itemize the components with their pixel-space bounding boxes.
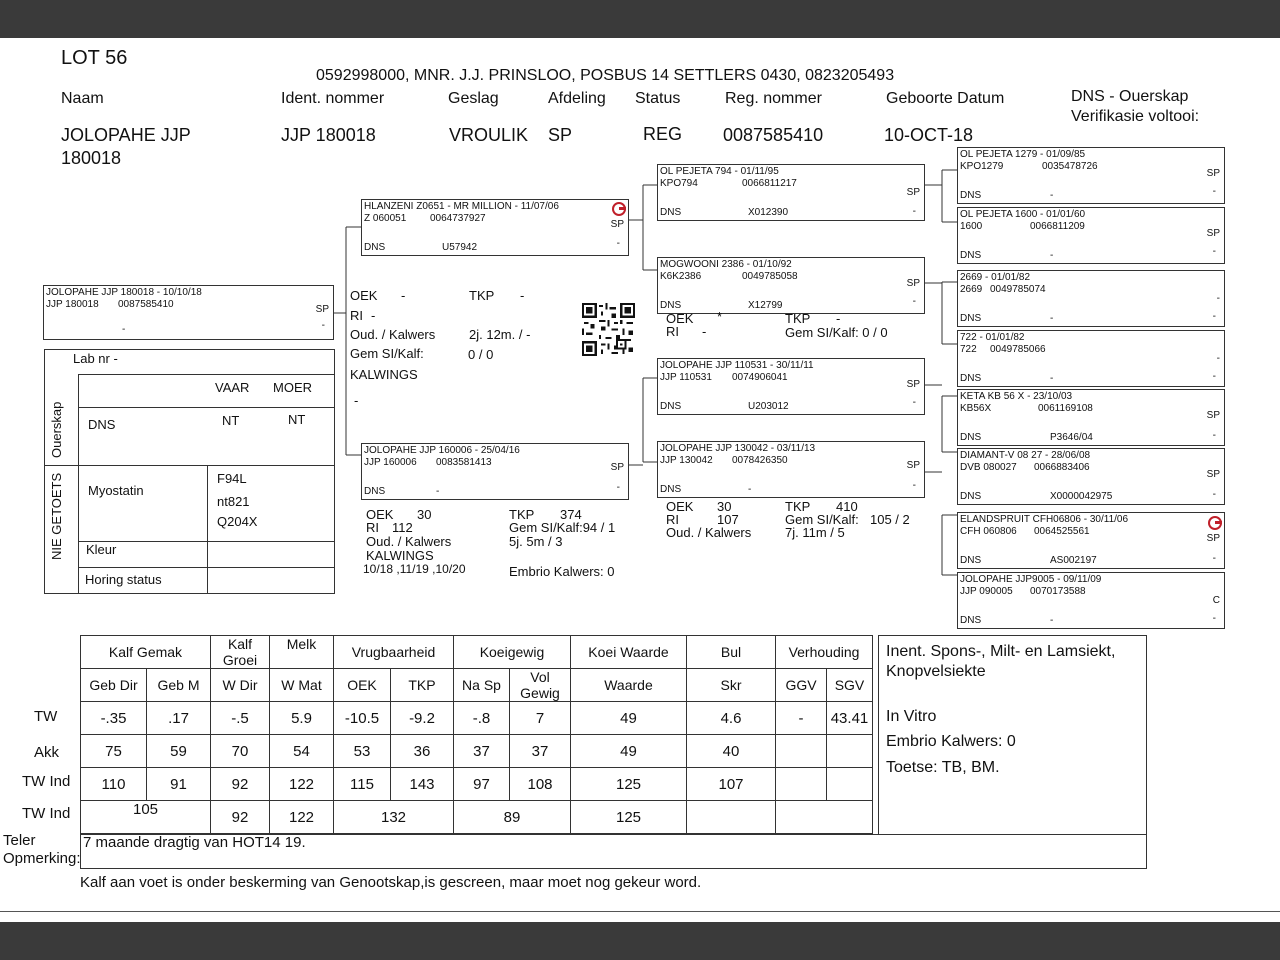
ggp-id: JJP 090005: [960, 586, 1013, 597]
table-cell: [687, 801, 776, 834]
column-header: Na Sp: [454, 669, 510, 702]
dam-dns-value: -: [436, 486, 440, 497]
table-cell: 91: [147, 768, 211, 801]
grandparent-reg: 0049785058: [742, 271, 798, 282]
ggp-sp: SP: [1206, 469, 1220, 480]
dam-kalwings: KALWINGS: [366, 548, 434, 563]
ggp-sp: SP: [1206, 168, 1220, 179]
dam-kalwings-dates: 10/18 ,11/19 ,10/20: [363, 562, 466, 576]
sire-reg: 0064737927: [430, 213, 486, 224]
group-header: Vrugbaarheid: [334, 636, 454, 669]
table-cell: 92: [211, 801, 270, 834]
grandparent-id: JJP 110531: [660, 372, 712, 383]
gd2-gem: 105 / 2: [870, 512, 910, 527]
in-vitro-note: In Vitro: [886, 708, 937, 725]
ggp-sp: -: [1216, 353, 1220, 364]
table-cell: 89: [454, 801, 571, 834]
dam-tkp: 374: [560, 507, 582, 522]
sire-oek: -: [401, 288, 406, 303]
table-row-tw-ind-combined: [81, 801, 873, 834]
dam-sp: SP: [610, 462, 624, 473]
table-cell: 97: [454, 768, 510, 801]
ggp-dns: DNS: [960, 555, 982, 566]
society-logo-icon: [612, 202, 626, 216]
table-cell: 115: [334, 768, 391, 801]
column-header: W Dir: [211, 669, 270, 702]
ggp-title: KETA KB 56 X - 23/10/03: [960, 391, 1073, 402]
lot-number: LOT 56: [61, 47, 128, 69]
sire-gem-label: Gem SI/Kalf:: [350, 346, 424, 361]
qr-code-icon: [582, 303, 635, 356]
lab-nr: Lab nr -: [73, 351, 118, 366]
label-dns-ouerskap: DNS - Ouerskap: [1071, 88, 1189, 105]
ggp-id: DVB 080027: [960, 462, 1017, 473]
ggp-title: DIAMANT-V 08 27 - 28/06/08: [960, 450, 1091, 461]
granddam-maternal-box: [657, 441, 925, 498]
ggp-reg: 0061169108: [1038, 403, 1093, 414]
table-cell: 59: [147, 735, 211, 768]
table-cell: 122: [270, 768, 334, 801]
ggp-dns-value: -: [1050, 373, 1054, 384]
myostatin-value: nt821: [217, 494, 250, 509]
ggp-title: 722 - 01/01/82: [960, 332, 1025, 343]
column-header: Skr: [687, 669, 776, 702]
teler-label: Teler: [3, 832, 36, 849]
owner-line: 0592998000, MNR. J.J. PRINSLOO, POSBUS 14 SETTLERS 0430, 0823205493: [316, 67, 895, 84]
ggp-reg: 0070173588: [1030, 586, 1086, 597]
group-header: Koeigewig: [454, 636, 571, 669]
ggp-id: KB56X: [960, 403, 992, 414]
table-cell: 36: [391, 735, 454, 768]
ggp-dns: DNS: [960, 491, 982, 502]
column-header: TKP: [391, 669, 454, 702]
grandparent-dns: DNS: [660, 401, 682, 412]
table-cell: 107: [687, 768, 776, 801]
divider: [44, 465, 335, 466]
myostatin-value: Q204X: [217, 514, 258, 529]
ggp-id: CFH 060806: [960, 526, 1017, 537]
society-logo-icon: [1208, 516, 1222, 530]
table-cell: -.5: [211, 702, 270, 735]
divider: [78, 407, 335, 408]
group-header-kalf-groei: [211, 636, 270, 669]
ggp-dns: DNS: [960, 190, 982, 201]
column-header-vol-gewig: [510, 669, 571, 702]
grandparent-dns: DNS: [660, 207, 682, 218]
table-cell: 4.6: [687, 702, 776, 735]
ggp-dns: DNS: [960, 373, 982, 384]
grandparent-dash: -: [912, 480, 916, 491]
group-header: Bul: [687, 636, 776, 669]
table-cell: 105: [81, 801, 211, 834]
group-header-line: Kalf: [227, 636, 253, 652]
table-cell: -.8: [454, 702, 510, 735]
ggp-title: ELANDSPRUIT CFH06806 - 30/11/06: [960, 514, 1129, 525]
table-cell: -: [776, 702, 827, 735]
ggp-dash: -: [1212, 613, 1216, 624]
breeding-values-table: [80, 635, 873, 834]
great-grandparent-box: [957, 270, 1225, 327]
sire-kalwings: KALWINGS: [350, 367, 418, 382]
table-cell: 125: [571, 801, 687, 834]
column-header: Geb Dir: [81, 669, 147, 702]
ggp-title: JOLOPAHE JJP9005 - 09/11/09: [960, 574, 1102, 585]
ggp-dns-value: -: [1050, 250, 1054, 261]
opmerking-label: Opmerking:: [3, 850, 81, 867]
sire-gem: 0 / 0: [468, 347, 494, 362]
ggp-sp: SP: [1206, 228, 1220, 239]
gd2-gem-label: Gem SI/Kalf:: [785, 512, 859, 527]
ggp-dns: DNS: [960, 432, 982, 443]
table-cell: 7: [510, 702, 571, 735]
table-cell: [827, 768, 873, 801]
animal-dash-2: -: [122, 324, 126, 335]
group-header: Verhouding: [776, 636, 873, 669]
vaccination-note: Inent. Spons-, Milt- en Lamsiekt,: [886, 643, 1116, 660]
row-label-tw: TW: [34, 708, 58, 725]
dam-oud: 5j. 5m / 3: [509, 534, 563, 549]
grandparent-title: JOLOPAHE JJP 130042 - 03/11/13: [660, 443, 816, 454]
ggp-dns: DNS: [960, 615, 982, 626]
gd1-oek: *: [717, 309, 723, 324]
lab-nie-getoets: NIE GETOETS: [49, 472, 64, 560]
table-cell: -9.2: [391, 702, 454, 735]
grandparent-id: KPO794: [660, 178, 698, 189]
sire-title: HLANZENI Z0651 - MR MILLION - 11/07/06: [364, 201, 559, 212]
sire-box: [361, 199, 629, 256]
lab-vaar: VAAR: [215, 380, 250, 395]
value-naam-2: 180018: [61, 148, 122, 168]
grandsire-maternal-box: [657, 358, 925, 415]
animal-sp: SP: [315, 304, 329, 315]
ggp-dash: -: [1212, 186, 1216, 197]
sire-tkp-label: TKP: [469, 288, 495, 303]
table-cell: 43.41: [827, 702, 873, 735]
column-header: GGV: [776, 669, 827, 702]
ggp-reg: 0049785074: [990, 284, 1046, 295]
table-cell: 108: [510, 768, 571, 801]
ggp-id: 722: [960, 344, 977, 355]
grandparent-dns-value: X012390: [748, 207, 789, 218]
table-cell: 40: [687, 735, 776, 768]
row-label-akk: Akk: [34, 744, 60, 761]
table-cell: [776, 801, 873, 834]
ggp-title: OL PEJETA 1279 - 01/09/85: [960, 149, 1086, 160]
value-ident: JJP 180018: [281, 125, 376, 145]
table-row-akk: [81, 735, 873, 768]
animal-box: [43, 285, 334, 340]
ggp-dash: -: [1212, 553, 1216, 564]
table-subheader-row: [81, 669, 873, 702]
gd1-ri: -: [702, 324, 707, 339]
remark-text: 7 maande dragtig van HOT14 19.: [83, 834, 306, 851]
ggp-dns-value: X0000042975: [1050, 491, 1113, 502]
ggp-reg: 0035478726: [1042, 161, 1098, 172]
sire-dns-value: U57942: [442, 242, 478, 253]
sire-id: Z 060051: [364, 213, 407, 224]
group-header-line: Groei: [222, 652, 258, 668]
table-cell: 53: [334, 735, 391, 768]
great-grandparent-box: [957, 512, 1225, 569]
vaccination-note-2: Knopvelsiekte: [886, 663, 986, 680]
lab-dns: DNS: [88, 417, 116, 432]
ggp-sp: SP: [1206, 533, 1220, 544]
grandparent-sp: SP: [906, 379, 920, 390]
ggp-title: 2669 - 01/01/82: [960, 272, 1031, 283]
dam-title: JOLOPAHE JJP 160006 - 25/04/16: [364, 445, 520, 456]
row-label-tw-ind-2: TW Ind: [22, 805, 71, 822]
gd1-oek-label: OEK: [666, 311, 694, 326]
table-cell: 143: [391, 768, 454, 801]
table-cell: .17: [147, 702, 211, 735]
dam-id: JJP 160006: [364, 457, 417, 468]
table-header-row: [81, 636, 873, 669]
ggp-dash: -: [1212, 246, 1216, 257]
table-cell: 49: [571, 735, 687, 768]
lab-nt-moer: NT: [288, 412, 306, 427]
lab-kleur: Kleur: [86, 542, 117, 557]
gd1-tkp-label: TKP: [785, 311, 811, 326]
great-grandparent-box: [957, 572, 1225, 629]
grandparent-title: OL PEJETA 794 - 01/11/95: [660, 166, 779, 177]
sire-oud: 2j. 12m. / -: [469, 327, 531, 342]
gd2-oud: 7j. 11m / 5: [785, 525, 845, 540]
grandparent-dns-value: U203012: [748, 401, 789, 412]
lab-moer: MOER: [273, 380, 312, 395]
grandparent-title: MOGWOONI 2386 - 01/10/92: [660, 259, 792, 270]
grandparent-dash: -: [912, 397, 916, 408]
lab-horing-status: Horing status: [85, 572, 162, 587]
dam-gem: Gem SI/Kalf:94 / 1: [509, 520, 616, 535]
grandparent-id: K6K2386: [660, 271, 702, 282]
animal-title: JOLOPAHE JJP 180018 - 10/10/18: [46, 287, 202, 298]
column-header: W Mat: [270, 669, 334, 702]
gd1-ri-label: RI: [666, 324, 679, 339]
column-header-line: Gewig: [520, 685, 560, 701]
row-label-tw-ind: TW Ind: [22, 773, 71, 790]
ggp-title: OL PEJETA 1600 - 01/01/60: [960, 209, 1086, 220]
ggp-reg: 0066811209: [1030, 221, 1085, 232]
dam-reg: 0083581413: [436, 457, 492, 468]
great-grandparent-box: [957, 147, 1225, 204]
animal-dash: -: [321, 320, 325, 331]
embrio-note: Embrio Kalwers: 0: [886, 733, 1016, 750]
table-row-tw-ind: [81, 768, 873, 801]
footer-note: Kalf aan voet is onder beskerming van Genootskap,is gescreen, maar moet nog gekeur word.: [80, 874, 702, 891]
myostatin-value: F94L: [217, 471, 247, 486]
grandparent-reg: 0078426350: [732, 455, 788, 466]
grandparent-dash: -: [912, 206, 916, 217]
table-cell: [827, 735, 873, 768]
grandparent-title: JOLOPAHE JJP 110531 - 30/11/11: [660, 360, 814, 371]
ggp-dns-value: -: [1050, 190, 1054, 201]
ggp-dash: -: [1212, 489, 1216, 500]
table-cell: 49: [571, 702, 687, 735]
sire-dash: -: [616, 238, 620, 249]
dam-dns: DNS: [364, 486, 386, 497]
gd2-ri-label: RI: [666, 512, 679, 527]
gd2-ri: 107: [717, 512, 739, 527]
granddam-paternal-box: [657, 257, 925, 314]
table-cell: 37: [454, 735, 510, 768]
value-geslag: VROULIK: [449, 125, 529, 145]
table-cell: [776, 768, 827, 801]
value-afdeling: SP: [548, 125, 573, 145]
ggp-dns-value: AS002197: [1050, 555, 1097, 566]
label-afdeling: Afdeling: [548, 90, 606, 107]
label-geboorte: Geboorte Datum: [886, 90, 1005, 107]
table-cell: 125: [571, 768, 687, 801]
grandparent-sp: SP: [906, 187, 920, 198]
grandparent-id: JJP 130042: [660, 455, 713, 466]
ggp-dash: -: [1212, 430, 1216, 441]
grandparent-dns-value: X12799: [748, 300, 783, 311]
grandparent-reg: 0074906041: [732, 372, 788, 383]
ggp-id: KPO1279: [960, 161, 1004, 172]
label-reg: Reg. nommer: [725, 90, 822, 107]
gd2-tkp: 410: [836, 499, 858, 514]
divider: [78, 374, 79, 594]
sire-ri-label: RI: [350, 308, 363, 323]
label-dns-verifikasie: Verifikasie voltooi:: [1071, 108, 1200, 125]
dam-oek-label: OEK: [366, 507, 394, 522]
lab-ouerskap: Ouerskap: [49, 401, 64, 458]
grandparent-dns-value: -: [748, 484, 752, 495]
dam-dash: -: [616, 482, 620, 493]
grandparent-dns: DNS: [660, 484, 682, 495]
ggp-sp: SP: [1206, 410, 1220, 421]
table-cell: -10.5: [334, 702, 391, 735]
ggp-dns: DNS: [960, 250, 982, 261]
label-status: Status: [635, 90, 681, 107]
table-cell: 37: [510, 735, 571, 768]
table-cell: 110: [81, 768, 147, 801]
dam-tkp-label: TKP: [509, 507, 535, 522]
great-grandparent-box: [957, 207, 1225, 264]
ggp-dns-value: -: [1050, 313, 1054, 324]
gd1-gem: Gem SI/Kalf: 0 / 0: [785, 325, 888, 340]
value-naam: JOLOPAHE JJP: [61, 125, 191, 145]
sire-sp: SP: [610, 219, 624, 230]
column-header: OEK: [334, 669, 391, 702]
grandparent-sp: SP: [906, 278, 920, 289]
grandparent-sp: SP: [906, 460, 920, 471]
grandparent-dns: DNS: [660, 300, 682, 311]
sire-kalwings-value: -: [354, 393, 359, 408]
label-geslag: Geslag: [448, 90, 499, 107]
gd1-tkp: -: [836, 311, 841, 326]
ggp-sp: -: [1216, 293, 1220, 304]
table-cell: 75: [81, 735, 147, 768]
great-grandparent-box: [957, 389, 1225, 446]
lab-nt-vaar: NT: [222, 413, 240, 428]
value-reg: 0087585410: [723, 125, 824, 145]
group-header: Kalf Gemak: [81, 636, 211, 669]
table-cell: 70: [211, 735, 270, 768]
gd2-oek-label: OEK: [666, 499, 694, 514]
great-grandparent-box: [957, 448, 1225, 505]
grandsire-paternal-box: [657, 164, 925, 221]
ggp-sp: C: [1212, 595, 1220, 606]
column-header: SGV: [827, 669, 873, 702]
ggp-reg: 0064525561: [1034, 526, 1090, 537]
label-naam: Naam: [61, 90, 104, 107]
ggp-reg: 0066883406: [1034, 462, 1090, 473]
table-cell: 54: [270, 735, 334, 768]
sire-tkp: -: [520, 288, 525, 303]
ggp-dns-value: P3646/04: [1050, 432, 1093, 443]
value-status: REG: [643, 124, 683, 144]
dam-box: [361, 443, 629, 500]
ggp-dash: -: [1212, 371, 1216, 382]
ggp-dns-value: -: [1050, 615, 1054, 626]
dam-ri: 112: [392, 520, 413, 535]
ggp-id: 1600: [960, 221, 983, 232]
group-header: Melk: [270, 636, 334, 669]
dam-oud-label: Oud. / Kalwers: [366, 534, 452, 549]
lab-myostatin: Myostatin: [88, 483, 144, 498]
gd2-oud-label: Oud. / Kalwers: [666, 525, 752, 540]
sire-oek-label: OEK: [350, 288, 378, 303]
ggp-id: 2669: [960, 284, 983, 295]
gd2-tkp-label: TKP: [785, 499, 811, 514]
column-header: Waarde: [571, 669, 687, 702]
gd2-oek: 30: [717, 499, 732, 514]
column-header: Geb M: [147, 669, 211, 702]
table-cell: 122: [270, 801, 334, 834]
table-cell: 92: [211, 768, 270, 801]
table-cell: [776, 735, 827, 768]
great-grandparent-box: [957, 330, 1225, 387]
animal-id: JJP 180018: [46, 299, 99, 310]
divider: [78, 374, 335, 375]
sire-oud-label: Oud. / Kalwers: [350, 327, 436, 342]
dam-embrio: Embrio Kalwers: 0: [509, 564, 615, 579]
animal-reg: 0087585410: [118, 299, 174, 310]
dam-oek: 30: [417, 507, 432, 522]
sire-ri: -: [371, 308, 376, 323]
table-cell: 5.9: [270, 702, 334, 735]
table-cell: -.35: [81, 702, 147, 735]
column-header-line: Vol: [530, 669, 550, 685]
grandparent-dash: -: [912, 296, 916, 307]
table-row-tw: [81, 702, 873, 735]
ggp-reg: 0049785066: [990, 344, 1046, 355]
ggp-dash: -: [1212, 311, 1216, 322]
sire-dns: DNS: [364, 242, 386, 253]
dam-ri-label: RI: [366, 520, 379, 535]
group-header: Koei Waarde: [571, 636, 687, 669]
toetse-note: Toetse: TB, BM.: [886, 759, 1000, 776]
ggp-dns: DNS: [960, 313, 982, 324]
label-ident: Ident. nommer: [281, 90, 385, 107]
divider: [207, 465, 208, 594]
table-cell: 132: [334, 801, 454, 834]
grandparent-reg: 0066811217: [742, 178, 797, 189]
value-geboorte: 10-OCT-18: [884, 125, 974, 145]
